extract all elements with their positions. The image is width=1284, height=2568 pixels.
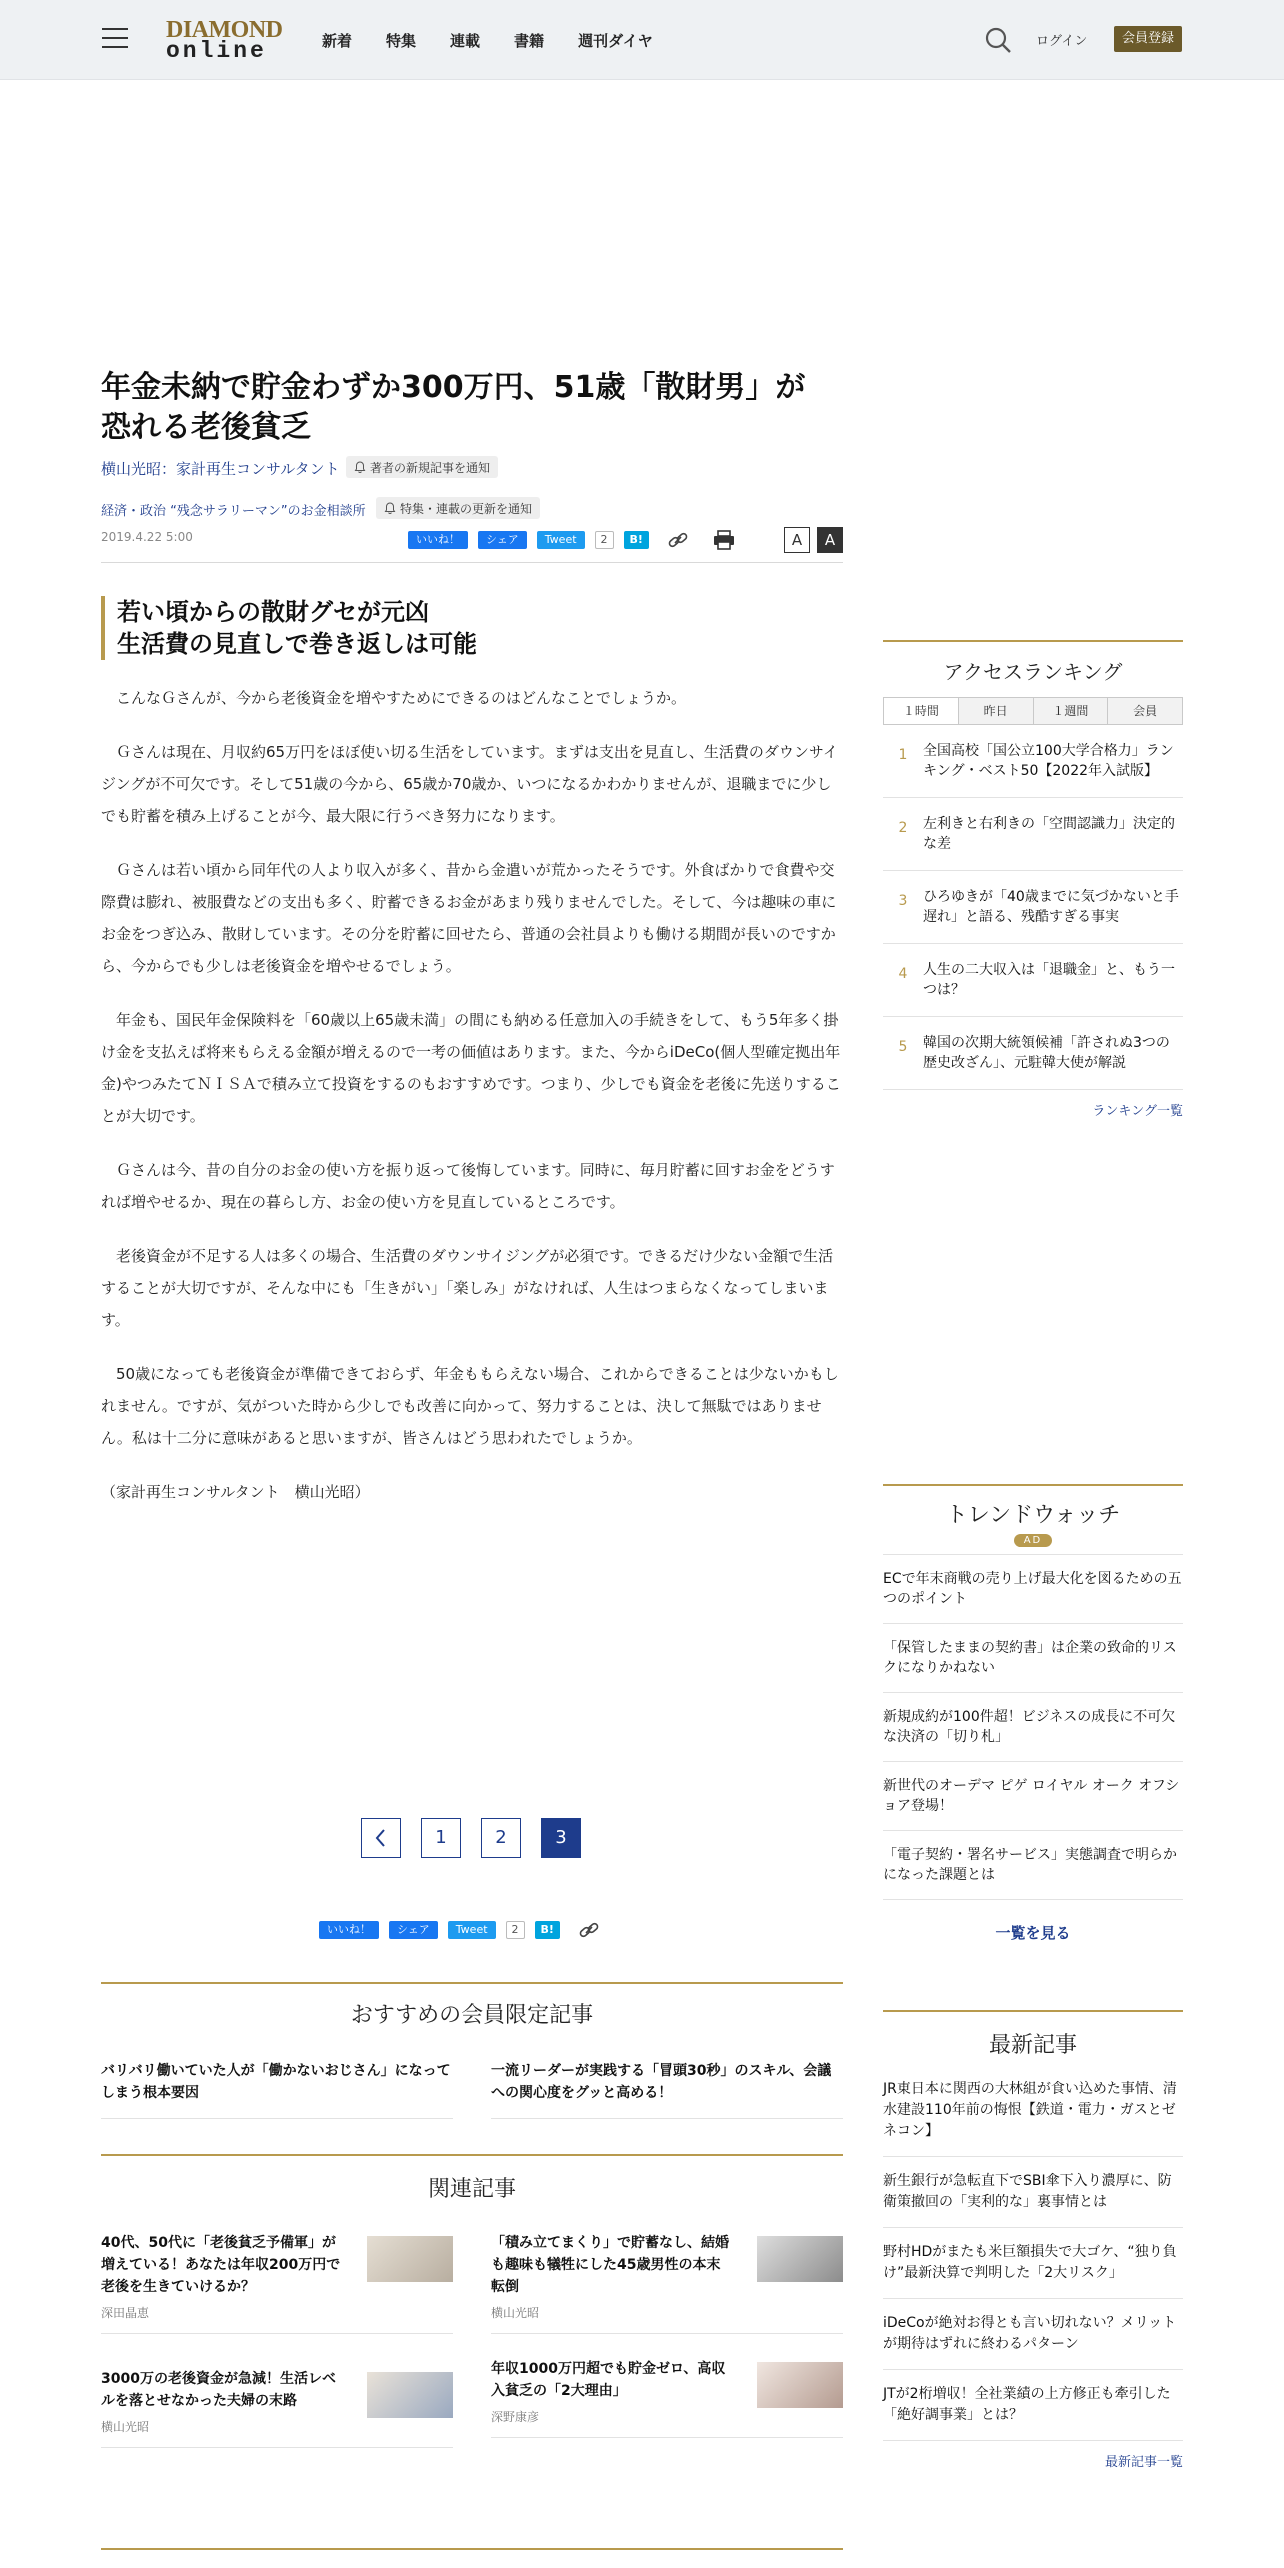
nav-item-new[interactable]: 新着: [322, 32, 353, 50]
latest-title: 最新記事: [988, 2033, 1077, 2058]
trend-item[interactable]: 「保管したままの契約書」は企業の致命的リスクになりかねない: [883, 1624, 1183, 1693]
bell-icon: [354, 461, 366, 473]
hatena-bookmark-button[interactable]: B!: [624, 531, 649, 549]
print-icon[interactable]: [713, 530, 735, 550]
hatena-bookmark-button[interactable]: B!: [535, 1921, 560, 1939]
tab-1week[interactable]: １週間: [1033, 698, 1108, 724]
related-article-title: 年収1000万円超でも貯金ゼロ、高収入貧乏の「2大理由」: [491, 2361, 726, 2399]
nav-item-series[interactable]: 連載: [450, 32, 481, 50]
rank-title: 左利きと右利きの「空間認識力」決定的な差: [923, 816, 1175, 852]
main-nav: [322, 30, 687, 51]
ranking-item[interactable]: [883, 1017, 1183, 1090]
latest-item[interactable]: iDeCoが絶対お得とも言い切れない？メリットが期待はずれに終わるパターン: [883, 2299, 1183, 2370]
article-signature: （家計再生コンサルタント 横山光昭）: [101, 1483, 370, 1501]
rank-title: 人生の二大収入は「退職金」と、もう一つは？: [923, 962, 1175, 998]
latest-item[interactable]: 新生銀行が急転直下でSBI傘下入り濃厚に、防衛策撤回の「実利的な」裏事情とは: [883, 2157, 1183, 2228]
prev-page-button[interactable]: [361, 1818, 401, 1858]
site-header: [0, 0, 1284, 80]
paragraph: 年金も、国民年金保険料を「60歳以上65歳未満」の間にも納める任意加入の手続きをして、もう5年多く掛け金を支払えば将来もらえる金額が増えるので一考の価値はあります。また、今からiDeCo(個人型確定拠出年金)やつみたてＮＩＳＡで積み立て投資をするのもおすすめです。つまり、少しでも資金を老後に先送りすることが大切です。: [101, 1011, 841, 1125]
article-body: [101, 682, 843, 1530]
paragraph: Ｇさんは今、昔の自分のお金の使い方を振り返って後悔しています。同時に、毎月貯蓄に回すお金をどうすれば増やせるか、現在の暮らし方、お金の使い方を見直しているところです。: [101, 1161, 835, 1211]
related-article[interactable]: [101, 2232, 453, 2334]
ranking-title: アクセスランキング: [943, 660, 1123, 684]
author-notify-button[interactable]: [346, 456, 498, 478]
facebook-like-button[interactable]: いいね！: [319, 1921, 379, 1939]
article-subheading: [101, 596, 843, 660]
latest-articles: [883, 2010, 1183, 2470]
facebook-like-button[interactable]: いいね！: [408, 531, 468, 549]
trend-title: トレンドウォッチ: [945, 1503, 1121, 1528]
bell-icon: [384, 502, 396, 514]
ranking-item[interactable]: [883, 798, 1183, 871]
tweet-count: 2: [506, 1921, 525, 1939]
logo-bottom: online: [166, 38, 267, 64]
author-link[interactable]: 横山光昭：家計再生コンサルタント: [101, 460, 340, 478]
trend-item[interactable]: ECで年末商戦の売り上げ最大化を図るための五つのポイント: [883, 1555, 1183, 1624]
tweet-button[interactable]: Tweet: [537, 531, 585, 549]
ranking-item[interactable]: [883, 725, 1183, 798]
section-divider: [101, 1982, 843, 1984]
ranking-tabs: [883, 697, 1183, 725]
related-article-thumbnail: [757, 2236, 843, 2282]
divider: [101, 562, 843, 563]
related-article-thumbnail: [757, 2362, 843, 2408]
search-icon[interactable]: [984, 26, 1012, 54]
rank-number: 3: [898, 893, 908, 909]
paragraph: Ｇさんは若い頃から同年代の人より収入が多く、昔から金遣いが荒かったそうです。外食ばかりで食費や交際費は膨れ、被服費などの支出も多く、貯蓄できるお金があまり残りませんでした。そして、今は趣味の車にお金をつぎ込み、散財しています。その分を貯蓄に回せたら、普通の会社員よりも働ける期間が長いのですから、今からでも少しは老後資金を増やせるでしょう。: [101, 861, 837, 975]
tweet-count: 2: [595, 531, 614, 549]
page-3-button[interactable]: 3: [541, 1818, 581, 1858]
series-notify-label: 特集・連載の更新を通知: [400, 501, 533, 516]
ranking-item[interactable]: [883, 944, 1183, 1017]
related-article-title: 3000万の老後資金が急減！生活レベルを落とせなかった夫婦の末路: [101, 2371, 336, 2409]
publish-date: 2019.4.22 5:00: [101, 530, 193, 544]
subheading-line-2: 生活費の見直しで巻き返しは可能: [117, 630, 477, 658]
ad-badge: AD: [1014, 1534, 1053, 1547]
latest-item[interactable]: JTが2桁増収！全社業績の上方修正も牽引した「絶好調事業」とは？: [883, 2370, 1183, 2441]
paragraph: 50歳になっても老後資金が準備できておらず、年金ももらえない場合、これからできることは少ないかもしれません。ですが、気がついた時から少しでも改善に向かって、努力することは、決して無駄ではありません。私は十二分に意味があると思いますが、皆さんはどう思われたでしょうか。: [101, 1365, 839, 1447]
logo-top: DIAMOND: [166, 17, 283, 43]
section-divider: [101, 2154, 843, 2156]
related-article-title: 「積み立てまくり」で貯蓄なし、結婚も趣味も犠牲にした45歳男性の本末転倒: [491, 2235, 729, 2295]
rank-title: 韓国の次期大統領候補「許されぬ3つの歴史改ざん」、元駐韓大使が解説: [923, 1035, 1170, 1071]
ranking-more-link[interactable]: ランキング一覧: [1092, 1104, 1183, 1119]
related-article[interactable]: [491, 2358, 843, 2438]
nav-item-feature[interactable]: 特集: [386, 32, 417, 50]
related-article-title: 40代、50代に「老後貧乏予備軍」が増えている！あなたは年収200万円で老後を生きていけるか？: [101, 2235, 341, 2295]
trend-item[interactable]: 新世代のオーデマ ピゲ ロイヤル オーク オフショア登場！: [883, 1762, 1183, 1831]
rank-number: 5: [898, 1039, 908, 1055]
register-button[interactable]: 会員登録: [1114, 26, 1182, 52]
series-link[interactable]: 経済・政治 “残念サラリーマン”のお金相談所: [101, 504, 366, 519]
related-article[interactable]: [491, 2232, 843, 2334]
font-size-large-button[interactable]: A: [817, 527, 843, 553]
pagination: [361, 1818, 581, 1858]
trend-item[interactable]: 新規成約が100件超！ビジネスの成長に不可欠な決済の「切り札」: [883, 1693, 1183, 1762]
related-article-author: 深田晶恵: [101, 2306, 150, 2320]
paragraph: こんなＧさんが、今から老後資金を増やすためにできるのはどんなことでしょうか。: [116, 689, 687, 707]
facebook-share-button[interactable]: シェア: [389, 1921, 438, 1939]
share-bar-bottom: [319, 1921, 600, 1939]
share-bar-top: [408, 530, 735, 550]
latest-item[interactable]: 野村HDがまたも米巨額損失で大ゴケ、“独り負け”最新決算で判明した「2大リスク」: [883, 2228, 1183, 2299]
member-article-link[interactable]: バリバリ働いていた人が「働かないおじさん」になってしまう根本要因: [101, 2060, 453, 2119]
author-notify-label: 著者の新規記事を通知: [370, 460, 491, 475]
rank-number: 4: [898, 966, 908, 982]
series-notify-button[interactable]: [376, 497, 540, 519]
tab-1hour[interactable]: １時間: [884, 698, 958, 724]
section-divider: [101, 2548, 843, 2550]
member-article-link[interactable]: 一流リーダーが実践する「冒頭30秒」のスキル、会議への関心度をグッと高める！: [491, 2060, 843, 2119]
related-article-thumbnail: [367, 2236, 453, 2282]
tab-members[interactable]: 会員: [1107, 698, 1182, 724]
link-icon[interactable]: [667, 531, 689, 549]
access-ranking: [883, 640, 1183, 1119]
chevron-left-icon: [374, 1828, 388, 1848]
paragraph: 老後資金が不足する人は多くの場合、生活費のダウンサイジングが必須です。できるだけ少ない金額で生活することが大切ですが、そんな中にも「生きがい」「楽しみ」がなければ、人生はつまらなくなってしまいます。: [101, 1247, 834, 1329]
menu-icon[interactable]: [102, 28, 128, 48]
trend-watch: [883, 1484, 1183, 1943]
rank-number: 1: [898, 747, 908, 763]
font-size-small-button[interactable]: A: [784, 527, 810, 553]
page-1-button[interactable]: 1: [421, 1818, 461, 1858]
related-article-thumbnail: [367, 2372, 453, 2418]
member-section-title: おすすめの会員限定記事: [350, 2003, 594, 2028]
nav-item-books[interactable]: 書籍: [514, 32, 545, 50]
tab-yesterday[interactable]: 昨日: [958, 698, 1033, 724]
paragraph: Ｇさんは現在、月収約65万円をほぼ使い切る生活をしています。まずは支出を見直し、生活費のダウンサイジングが不可欠です。そして51歳の今から、65歳か70歳か、いつになるかわかりませんが、退職までに少しでも貯蓄を積み上げることが今、最大限に行うべき努力になります。: [101, 743, 838, 825]
subheading-line-1: 若い頃からの散財グセが元凶: [117, 598, 429, 626]
rank-title: 全国高校「国公立100大学合格力」ランキング・ベスト50【2022年入試版】: [923, 743, 1174, 779]
trend-more-link[interactable]: 一覧を見る: [995, 1924, 1071, 1942]
article-title: 年金未納で貯金わずか300万円、51歳「散財男」が恐れる老後貧乏: [101, 370, 806, 445]
tweet-button[interactable]: Tweet: [448, 1921, 496, 1939]
facebook-share-button[interactable]: シェア: [478, 531, 527, 549]
rank-title: ひろゆきが「40歳までに気づかないと手遅れ」と語る、残酷すぎる事実: [923, 889, 1179, 925]
login-link[interactable]: ログイン: [1036, 34, 1088, 49]
nav-item-weekly[interactable]: 週刊ダイヤ: [578, 32, 653, 50]
latest-item[interactable]: JR東日本に関西の大林組が食い込めた事情、清水建設110年前の悔恨【鉄道・電力・ガスとゼネコン】: [883, 2065, 1183, 2157]
ranking-item[interactable]: [883, 871, 1183, 944]
related-section-title: 関連記事: [427, 2177, 516, 2202]
site-logo[interactable]: [166, 17, 283, 64]
rank-number: 2: [898, 820, 908, 836]
page-2-button[interactable]: 2: [481, 1818, 521, 1858]
link-icon[interactable]: [578, 1921, 600, 1939]
trend-item[interactable]: 「電子契約・署名サービス」実態調査で明らかになった課題とは: [883, 1831, 1183, 1900]
related-article-author: 横山光昭: [491, 2306, 540, 2320]
related-article-author: 横山光昭: [101, 2420, 150, 2434]
related-article-author: 深野康彦: [491, 2410, 540, 2424]
related-article[interactable]: [101, 2368, 453, 2448]
latest-more-link[interactable]: 最新記事一覧: [1104, 2455, 1183, 2470]
